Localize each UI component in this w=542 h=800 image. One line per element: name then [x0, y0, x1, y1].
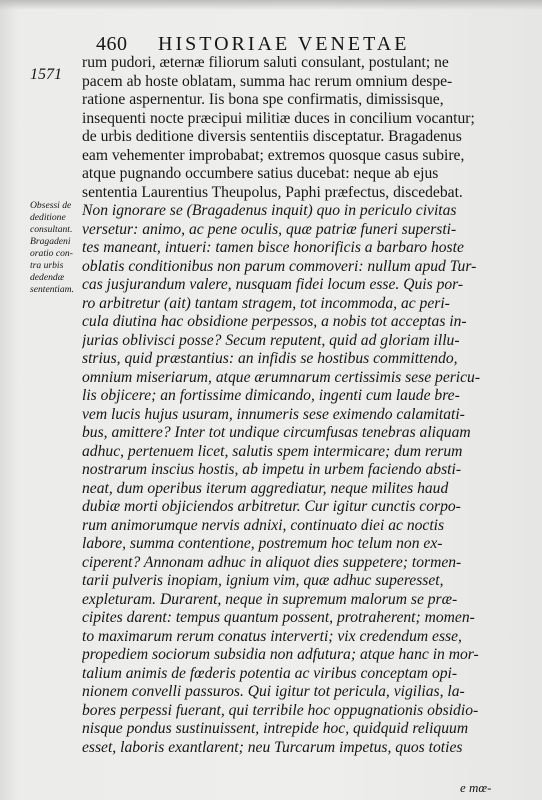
text-line: cas jusjurandum valere, nusquam fidei locum esse. Quis por-: [82, 276, 464, 293]
text-line: ro arbitretur (ait) tantam stragem, tot incommoda, ac peri-: [82, 294, 450, 312]
text-line: nionem convelli passuros. Qui igitur tot pericula, vigilias, la-: [82, 683, 465, 700]
text-line: oblatis conditionibus non parum commoveri: nullum apud Tur-: [82, 257, 477, 275]
text-line: talium animis de fœderis potentia ac viribus conceptam opi-: [82, 664, 458, 682]
running-title: HISTORIAE VENETAE: [158, 33, 410, 55]
text-line: tarii pulveris inopiam, ignium vim, quæ adhuc superesset,: [82, 572, 444, 589]
text-line: nisque pondus sustinuissent, intrepide hoc, quidquid reliquum: [82, 720, 469, 737]
text-line: omnium miseriarum, atque ærumnarum certissimis sese pericu-: [82, 368, 481, 386]
text-line: to maximarum rerum conatus interverti; vix credendum esse,: [82, 627, 462, 645]
text-line: propediem sociorum subsidia non adfutura; atque hanc in mor-: [82, 646, 479, 663]
text-line: cipites darent: tempus quantum possent, protraherent; momen-: [82, 609, 475, 626]
text-line: esset, laboris exantlarent; neu Turcarum impetus, quos toties: [82, 738, 463, 756]
text-line: tes maneant, intueri: tamen bisce honorificis a barbaro hoste: [82, 239, 464, 256]
text-line: ciperent? Annonam adhuc in aliquot dies suppetere; tormen-: [82, 553, 462, 571]
text-line: rum animorumque nervis adnixi, continuato diei ac noctis: [82, 516, 445, 534]
text-line: nostrarum inscius hostis, ab impetu in urbem faciendo absti-: [82, 461, 462, 478]
text-line: cula diutina hac obsidione perpessos, a nobis tot acceptas in-: [82, 313, 467, 330]
text-line: bores perpessi fuerant, qui terribile hoc oppugnationis obsidio-: [82, 701, 479, 719]
page-edge-shadow: [0, 0, 542, 10]
text-line: pacem ab hoste oblatam, summa hac rerum omnium despe-: [82, 72, 453, 90]
text-line: expleturam. Durarent, neque in supremum malorum se præ-: [82, 590, 458, 608]
text-line: sententia Laurentius Theupolus, Paphi præfectus, discedebat.: [82, 183, 463, 201]
text-line: ratione aspernentur. Iis bona spe confirmatis, dimissisque,: [82, 91, 444, 108]
text-line: de urbis deditione diversis sententiis disceptatur. Bragadenus: [82, 128, 462, 145]
marginal-year: 1571: [30, 66, 62, 83]
text-line: labore, summa contentione, postremum hoc telum non ex-: [82, 535, 443, 552]
text-line: adhuc, pertenuem licet, salutis spem intermicare; dum rerum: [82, 442, 463, 460]
text-line: neat, dum operibus iterum aggrediatur, neque milites haud: [82, 479, 449, 497]
text-line: Non ignorare se (Bragadenus inquit) quo in periculo civitas: [82, 202, 457, 219]
text-line: jurias oblivisci posse? Secum reputent, quid ad gloriam illu-: [82, 331, 460, 349]
text-line: bus, amittere? Inter tot undique circumfusas tenebras aliquam: [82, 424, 471, 441]
text-line: lis objicere; an fortissime dimicando, ingenti cum laude bre-: [82, 387, 460, 404]
text-line: insequenti nocte præcipui militiæ duces in concilium vocantur;: [82, 109, 475, 127]
text-line: vem lucis hujus usuram, innumeris sese eximendo calamitati-: [82, 405, 465, 423]
catchword: e mœ-: [460, 780, 492, 795]
text-line: atque pugnando occumbere satius ducebat: neque ab ejus: [82, 165, 439, 182]
text-line: versetur: animo, ac pene oculis, quæ patriæ funeri supersti-: [82, 220, 457, 238]
text-line: eam vehementer improbabat; extremos quosque casus subire,: [82, 146, 465, 164]
page-number: 460: [96, 33, 128, 55]
text-line: dubiæ morti objiciendos arbitretur. Cur igitur cunctis corpo-: [82, 498, 461, 515]
body-text: [82, 54, 518, 757]
text-line: rum pudori, æternæ filiorum saluti consulant, postulant; ne: [82, 54, 449, 71]
marginal-note: Obsessi de deditione consultant. Bragadeni oratio con- tra urbis dedendæ sententiam.: [30, 200, 74, 295]
text-line: strius, quid præstantius: an infidis se hostibus committendo,: [82, 350, 458, 367]
